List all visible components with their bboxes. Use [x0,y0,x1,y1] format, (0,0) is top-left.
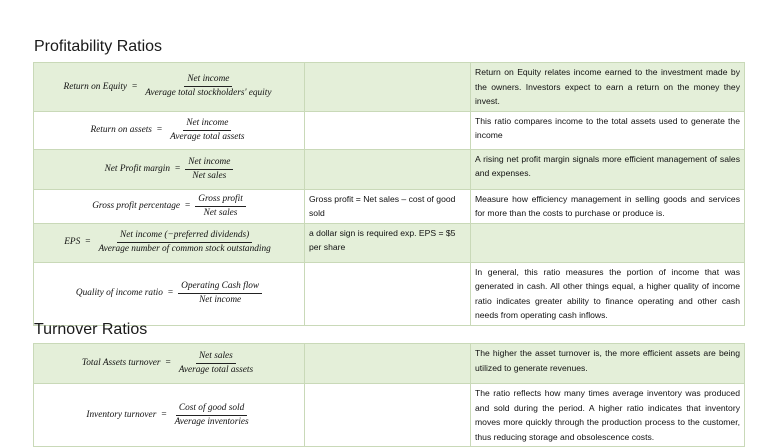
table-row [34,384,745,447]
numerator: Net income [183,118,231,131]
fraction [167,118,247,143]
fraction [178,281,262,306]
table-row [34,63,745,112]
ratio-name: EPS [64,237,81,248]
section-title-turnover: Turnover Ratios [34,321,148,338]
description-cell [471,223,745,262]
ratio-name: Quality of income ratio [75,288,163,299]
formula: Inventory turnover = $\frac{\text{Cost of good sold}}{\text{Average inventories}}$ [86,403,251,428]
description-cell: The ratio reflects how many times average inventory was produced and sold during the period. A higher ratio indicates that inventory moves more quickly through the production process to the customer, thus reducing storage and obsolescence costs. [471,384,745,447]
turnover-table [33,343,745,447]
denominator: Average total stockholders' equity [145,88,272,99]
description-cell: This ratio compares income to the total assets used to generate the income [471,111,745,149]
table-row [34,262,745,325]
fraction [195,194,246,219]
numerator: Net income (−preferred dividends) [117,230,252,243]
formula: Return on assets = $\frac{\text{Net income}}{\text{Average total assets}}$ [90,118,247,143]
note-cell [305,262,471,325]
ratio-name: Total Assets turnover [81,358,161,369]
table-row [34,344,745,384]
formula-cell [34,223,305,262]
formula: EPS = $\frac{\text{Net income (−preferred dividends)}}{\text{Average number of common stock outstanding}}$ [64,230,274,255]
section-title-profitability: Profitability Ratios [34,38,163,55]
description-cell: The higher the asset turnover is, the more efficient assets are being utilized to generate revenues. [471,344,745,384]
description-cell: In general, this ratio measures the portion of income that was generated in cash. All other things equal, a higher quality of income ratio indicates greater ability to finance operating and other cash needs from operating cash inflows. [471,262,745,325]
description-cell: Return on Equity relates income earned to the investment made by the owners. Investors expect to earn a return on the money they invest. [471,63,745,112]
formula-cell [34,111,305,149]
denominator: Average number of common stock outstanding [98,244,271,254]
ratio-name: Net Profit margin [104,163,171,174]
table-row [34,189,745,223]
note-cell: a dollar sign is required exp. EPS = $5 per share [305,223,471,262]
formula-cell [34,149,305,189]
ratio-name: Gross profit percentage [92,200,181,211]
numerator: Cost of good sold [176,403,247,416]
formula-cell [34,63,305,112]
note-cell [305,344,471,384]
formula: Net Profit margin = $\frac{\text{Net income}}{\text{Net sales}}$ [105,157,234,182]
description-cell: Measure how efficiency management in selling goods and services for more than the costs to purchase or produce is. [471,189,745,223]
formula: Return on Equity = $\frac{\text{Net income}}{\text{Average total stockholders' equity}}$ [64,74,275,99]
numerator: Gross profit [195,194,246,207]
denominator: Average total assets [178,365,254,375]
description-cell: A rising net profit margin signals more efficient management of sales and expenses. [471,149,745,189]
formula-cell [34,384,305,447]
denominator: Average total assets [170,131,245,142]
note-cell [305,111,471,149]
denominator: Net sales [192,170,227,181]
fraction [96,230,274,255]
formula-cell [34,344,305,384]
fraction [172,403,252,428]
denominator: Net income [199,295,242,305]
table-row [34,111,745,149]
note-cell [305,384,471,447]
denominator: Average inventories [174,416,249,427]
numerator: Net sales [196,351,236,364]
profitability-table [33,62,745,326]
note-cell [305,149,471,189]
table-row [34,223,745,262]
ratio-name: Return on Equity [63,81,128,92]
ratio-name: Inventory turnover [86,409,157,420]
formula: Total Assets turnover = $\frac{\text{Net sales}}{\text{Average total assets}}$ [82,351,256,376]
fraction [142,74,274,99]
numerator: Net income [184,74,232,87]
formula: Gross profit percentage = $\frac{\text{Gross profit}}{\text{Net sales}}$ [92,194,246,219]
numerator: Net income [185,157,233,170]
ratio-name: Return on assets [90,124,152,135]
numerator: Operating Cash flow [178,281,262,294]
formula: Quality of income ratio = $\frac{\text{Operating Cash flow}}{\text{Net income}}$ [76,281,262,306]
note-cell [305,63,471,112]
table-row [34,149,745,189]
note-cell: Gross profit = Net sales – cost of good sold [305,189,471,223]
formula-cell [34,262,305,325]
formula-cell [34,189,305,223]
fraction [176,351,256,376]
denominator: Net sales [203,207,238,218]
fraction [185,157,233,182]
